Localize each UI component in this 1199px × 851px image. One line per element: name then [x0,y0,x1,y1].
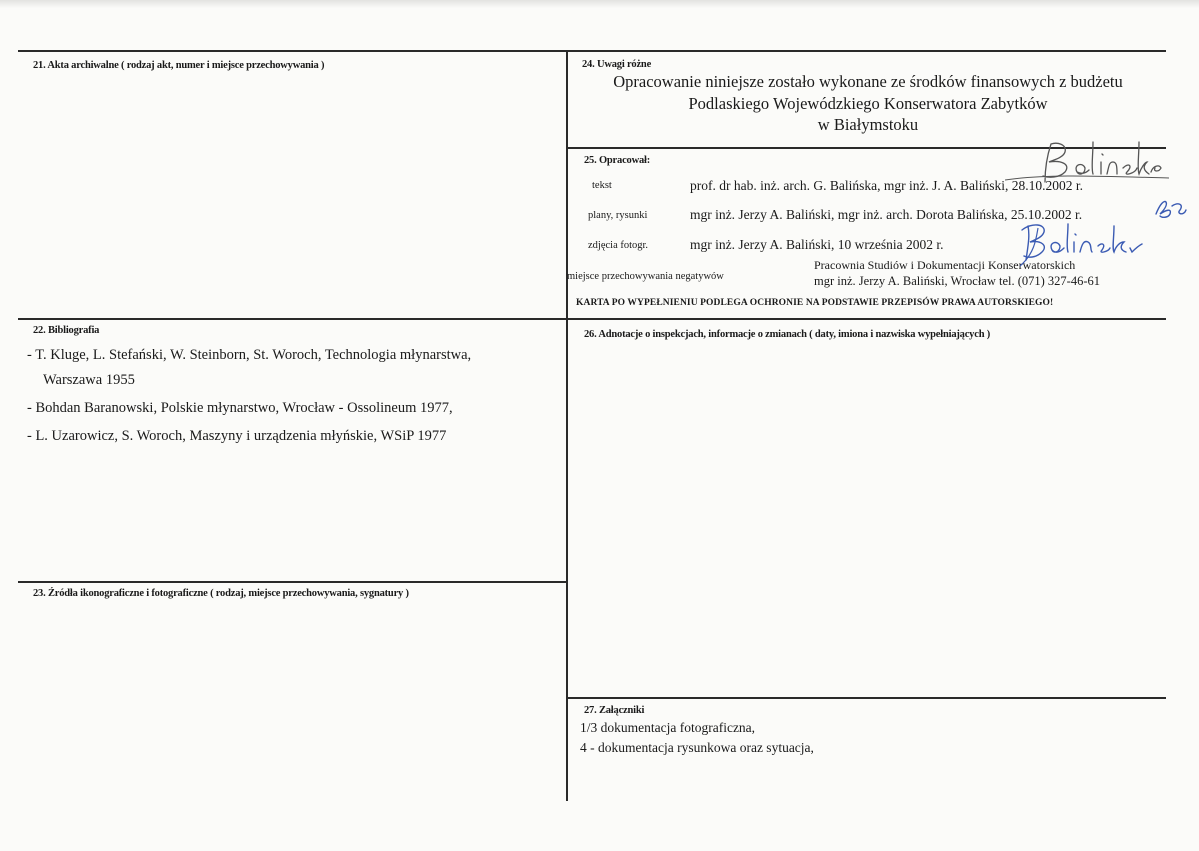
bibliography-entry: - T. Kluge, L. Stefański, W. Steinborn, St. Woroch, Technologia młynarstwa, [27,347,472,363]
section-22-label: 22. Bibliografia [33,325,100,336]
remarks-line: w Białymstoku [817,115,919,134]
top-rule [18,50,1166,52]
signature-initials-icon [1154,196,1188,222]
remarks-line: Opracowanie niniejsze zostało wykonane ze środków finansowych z budżetu [613,72,1123,91]
author-photos-value: mgr inż. Jerzy A. Baliński, 10 września 2002 r. [690,237,944,252]
rule-mid [18,318,1166,320]
rule-26-27 [567,697,1166,699]
section-26-label: 26. Adnotacje o inspekcjach, informacje o zmianach ( daty, imiona i nazwiska wypełniających ) [584,329,991,340]
bibliography-entry: - Bohdan Baranowski, Polskie młynarstwo, Wrocław - Ossolineum 1977, [27,400,453,416]
signature-balinska-icon [1005,138,1175,188]
scan-edge [0,0,1199,8]
author-drawings-value: mgr inż. Jerzy A. Baliński, mgr inż. arch. Dorota Balińska, 25.10.2002 r. [690,207,1083,222]
attachment-item: 4 - dokumentacja rysunkowa oraz sytuacja, [580,740,814,755]
author-text-value: prof. dr hab. inż. arch. G. Balińska, mgr inż. J. A. Baliński, 28.10.2002 r. [690,178,1083,193]
center-divider [566,51,568,801]
section-24-label: 24. Uwagi różne [582,59,652,70]
rule-22-23 [18,581,566,583]
section-23-label: 23. Źródła ikonograficzne i fotograficzne ( rodzaj, miejsce przechowywania, sygnatury ) [33,588,409,599]
signature-balinski-icon [1018,220,1148,268]
negatives-location-line2: mgr inż. Jerzy A. Baliński, Wrocław tel. (071) 327-46-61 [814,274,1101,288]
negatives-location-line1: Pracownia Studiów i Dokumentacji Konserwatorskich [814,258,1076,272]
attachment-item: 1/3 dokumentacja fotograficzna, [580,720,756,735]
section-25-label: 25. Opracował: [584,155,651,166]
bibliography-entry: Warszawa 1955 [43,372,135,388]
copyright-warning: KARTA PO WYPEŁNIENIU PODLEGA OCHRONIE NA PODSTAWIE PRZEPISÓW PRAWA AUTORSKIEGO! [576,298,1054,308]
negatives-location-label: miejsce przechowywania negatywów [567,271,724,282]
author-drawings-label: plany, rysunki [588,210,648,221]
section-27-label: 27. Załączniki [584,705,645,716]
section-21-label: 21. Akta archiwalne ( rodzaj akt, numer i miejsce przechowywania ) [33,60,325,71]
bibliography-entry: - L. Uzarowicz, S. Woroch, Maszyny i urządzenia młyńskie, WSiP 1977 [27,428,447,444]
remarks-line: Podlaskiego Wojewódzkiego Konserwatora Zabytków [688,94,1048,113]
author-photos-label: zdjęcia fotogr. [588,240,649,251]
author-text-label: tekst [592,180,612,191]
